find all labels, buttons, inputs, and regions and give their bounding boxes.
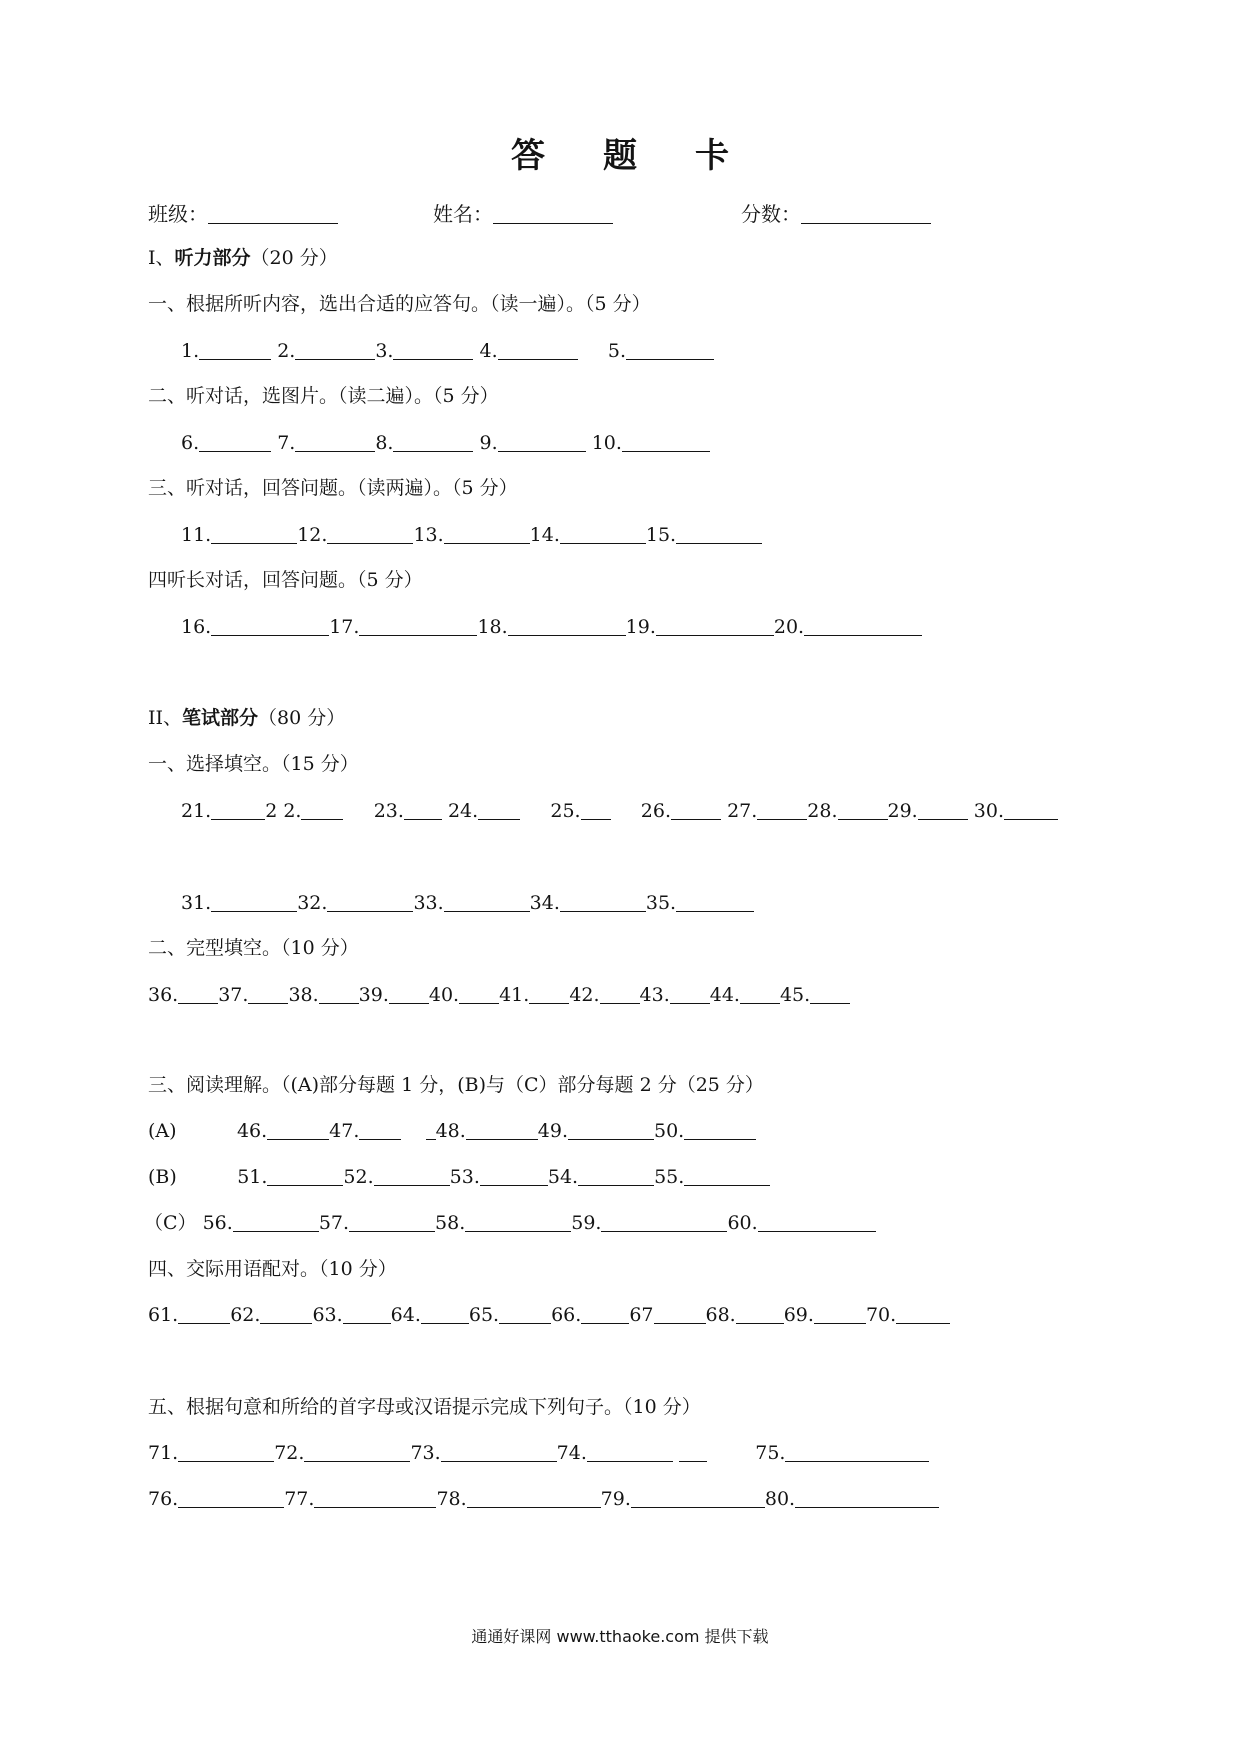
answer-label: 44.	[709, 984, 740, 1006]
answer-blank[interactable]	[581, 1305, 629, 1324]
answer-label: 18.	[477, 616, 508, 638]
answer-blank[interactable]	[581, 801, 611, 820]
writing-section-3: 三、阅读理解。（(A)部分每题 1 分，(B)与（C）部分每题 2 分（25 分）	[148, 1074, 764, 1096]
answer-blank[interactable]	[319, 985, 359, 1004]
answer-blank[interactable]	[466, 1121, 538, 1140]
answer-blank[interactable]	[267, 1167, 343, 1186]
answer-blank[interactable]	[814, 1305, 866, 1324]
answer-blank[interactable]	[295, 341, 375, 360]
answer-row-36-45	[148, 982, 850, 1008]
answer-row-56-60	[144, 1210, 876, 1236]
answer-blank[interactable]	[421, 1305, 469, 1324]
answer-label: 54.	[547, 1166, 579, 1188]
answer-blank[interactable]	[199, 433, 271, 452]
answer-blank[interactable]	[684, 1167, 770, 1186]
answer-blank[interactable]	[601, 1213, 727, 1232]
answer-blank[interactable]	[785, 1443, 929, 1462]
answer-blank[interactable]	[478, 801, 520, 820]
writing-heading-title: 笔试部分	[182, 707, 259, 729]
answer-label: 79.	[600, 1488, 631, 1510]
answer-label: 31.	[181, 892, 212, 914]
listening-section-1: 一、根据所听内容，选出合适的应答句。（读一遍）。（5 分）	[148, 293, 651, 315]
reading-part-a-label: (A)	[148, 1120, 177, 1142]
answer-label: 51.	[237, 1166, 268, 1188]
answer-label: 72.	[274, 1442, 305, 1464]
name-field	[433, 198, 613, 227]
answer-label: 8.	[375, 432, 394, 454]
answer-label: 71.	[148, 1442, 179, 1464]
answer-label: 23.	[373, 800, 404, 822]
answer-label: 7.	[277, 432, 296, 454]
answer-row-21-30	[181, 798, 1058, 824]
answer-blank[interactable]	[508, 617, 626, 636]
answer-label: 65.	[468, 1304, 500, 1326]
answer-blank[interactable]	[301, 801, 343, 820]
answer-blank[interactable]	[389, 985, 429, 1004]
answer-blank[interactable]	[600, 985, 640, 1004]
answer-blank[interactable]	[233, 1213, 319, 1232]
answer-blank[interactable]	[327, 893, 413, 912]
answer-blank[interactable]	[314, 1489, 436, 1508]
score-blank[interactable]	[801, 205, 931, 224]
answer-row-51-55	[148, 1164, 770, 1190]
answer-label: 46.	[236, 1120, 268, 1142]
name-blank[interactable]	[493, 205, 613, 224]
writing-section-2: 二、完型填空。（10 分）	[148, 937, 359, 959]
answer-label: 30.	[973, 800, 1004, 822]
answer-label: 55.	[654, 1166, 685, 1188]
answer-blank[interactable]	[441, 1443, 557, 1462]
answer-blank[interactable]	[426, 1121, 436, 1140]
answer-blank[interactable]	[529, 985, 569, 1004]
writing-section-5: 五、根据句意和所给的首字母或汉语提示完成下列句子。（10 分）	[148, 1396, 701, 1418]
answer-label: 16.	[181, 616, 212, 638]
answer-label: 73.	[410, 1442, 441, 1464]
class-blank[interactable]	[208, 205, 338, 224]
answer-label: 52.	[343, 1166, 374, 1188]
answer-blank[interactable]	[178, 1305, 230, 1324]
answer-blank[interactable]	[359, 617, 477, 636]
answer-label: 11.	[181, 524, 212, 546]
answer-blank[interactable]	[560, 893, 646, 912]
answer-row-11-15	[181, 522, 762, 548]
answer-label: 2 2.	[265, 800, 302, 822]
answer-blank[interactable]	[465, 1213, 571, 1232]
answer-blank[interactable]	[560, 525, 646, 544]
class-label: 班级：	[148, 202, 208, 226]
answer-label: 62.	[230, 1304, 261, 1326]
answer-label: 4.	[479, 340, 498, 362]
name-label: 姓名：	[433, 202, 493, 226]
answer-blank[interactable]	[327, 525, 413, 544]
answer-blank[interactable]	[374, 1167, 450, 1186]
answer-label: 1.	[181, 340, 200, 362]
answer-row-61-70	[148, 1302, 950, 1328]
listening-section-4: 四听长对话，回答问题。（5 分）	[148, 569, 423, 591]
footer-text: 通通好课网 www.tthaoke.com 提供下载	[471, 1627, 769, 1646]
answer-label: 27.	[727, 800, 758, 822]
answer-blank[interactable]	[684, 1121, 756, 1140]
answer-row-76-80	[148, 1486, 939, 1512]
answer-blank[interactable]	[654, 1305, 706, 1324]
answer-blank[interactable]	[393, 433, 473, 452]
answer-label: 80.	[764, 1488, 796, 1510]
page-title: 答题卡	[511, 136, 787, 176]
answer-label: 74.	[556, 1442, 587, 1464]
answer-blank[interactable]	[670, 985, 710, 1004]
answer-label: 19.	[625, 616, 656, 638]
answer-label: 50.	[654, 1120, 685, 1142]
answer-label: 15.	[645, 524, 677, 546]
answer-label: 24.	[447, 800, 479, 822]
answer-blank[interactable]	[467, 1489, 601, 1508]
answer-blank[interactable]	[178, 985, 218, 1004]
answer-blank[interactable]	[568, 1121, 654, 1140]
answer-label: 67	[629, 1304, 654, 1326]
answer-label: 2.	[277, 340, 296, 362]
answer-label: 32.	[297, 892, 328, 914]
answer-row-6-10	[181, 430, 710, 456]
answer-label: 70.	[865, 1304, 897, 1326]
listening-heading-title: 听力部分	[174, 247, 251, 269]
answer-label: 59.	[571, 1212, 602, 1234]
answer-label: 49.	[537, 1120, 568, 1142]
answer-blank[interactable]	[444, 525, 530, 544]
answer-blank[interactable]	[757, 801, 807, 820]
score-label: 分数：	[741, 202, 801, 226]
writing-heading-score: （80 分）	[258, 707, 346, 729]
answer-label: 42.	[569, 984, 600, 1006]
answer-label: 58.	[435, 1212, 466, 1234]
answer-label: 20.	[773, 616, 805, 638]
answer-label: 14.	[529, 524, 560, 546]
answer-row-1-5	[181, 338, 714, 364]
answer-blank[interactable]	[838, 801, 888, 820]
answer-label: 39.	[358, 984, 389, 1006]
writing-section-4: 四、交际用语配对。（10 分）	[148, 1258, 397, 1280]
answer-label: 63.	[312, 1304, 343, 1326]
listening-heading	[148, 245, 338, 271]
answer-label: 57.	[318, 1212, 350, 1234]
answer-label: 77.	[284, 1488, 315, 1510]
answer-label: 29.	[887, 800, 918, 822]
answer-row-46-50	[148, 1118, 756, 1144]
answer-label: 17.	[329, 616, 360, 638]
answer-label: 76.	[148, 1488, 179, 1510]
answer-label: 10.	[591, 432, 622, 454]
answer-blank[interactable]	[393, 341, 473, 360]
answer-label: 3.	[375, 340, 394, 362]
answer-label: 25.	[550, 800, 581, 822]
answer-label: 69.	[783, 1304, 814, 1326]
answer-blank[interactable]	[267, 1121, 329, 1140]
answer-blank[interactable]	[758, 1213, 876, 1232]
answer-label: 9.	[479, 432, 498, 454]
answer-blank[interactable]	[349, 1213, 435, 1232]
answer-blank[interactable]	[656, 617, 774, 636]
answer-blank[interactable]	[444, 893, 530, 912]
answer-label: 66.	[551, 1304, 582, 1326]
answer-blank[interactable]	[804, 617, 922, 636]
reading-part-c-label: （C）	[144, 1212, 197, 1234]
answer-blank[interactable]	[499, 1305, 551, 1324]
answer-label: 78.	[436, 1488, 467, 1510]
answer-blank[interactable]	[795, 1489, 939, 1508]
answer-blank[interactable]	[260, 1305, 312, 1324]
answer-blank[interactable]	[248, 985, 288, 1004]
answer-blank[interactable]	[622, 433, 710, 452]
answer-blank[interactable]	[211, 893, 297, 912]
answer-blank[interactable]	[810, 985, 850, 1004]
answer-row-31-35	[181, 890, 754, 916]
answer-blank[interactable]	[295, 433, 375, 452]
answer-blank[interactable]	[740, 985, 780, 1004]
answer-blank[interactable]	[578, 1167, 654, 1186]
answer-blank[interactable]	[676, 525, 762, 544]
answer-label: 56.	[202, 1212, 233, 1234]
answer-row-16-20	[181, 614, 922, 640]
answer-label: 53.	[449, 1166, 480, 1188]
answer-label: 68.	[705, 1304, 736, 1326]
answer-blank[interactable]	[498, 433, 586, 452]
score-field	[741, 198, 931, 227]
answer-blank[interactable]	[631, 1489, 765, 1508]
answer-row-71-75	[148, 1440, 929, 1466]
answer-blank[interactable]	[211, 617, 329, 636]
answer-blank[interactable]	[1004, 801, 1058, 820]
writing-heading-num: II、	[148, 707, 183, 729]
answer-blank[interactable]	[896, 1305, 950, 1324]
answer-blank[interactable]	[211, 525, 297, 544]
answer-blank[interactable]	[587, 1443, 673, 1462]
answer-label: 40.	[428, 984, 460, 1006]
answer-label: 41.	[499, 984, 530, 1006]
answer-label: 26.	[640, 800, 672, 822]
answer-label: 37.	[218, 984, 249, 1006]
answer-blank[interactable]	[343, 1305, 391, 1324]
answer-blank[interactable]	[178, 1489, 284, 1508]
listening-heading-score: （20 分）	[250, 247, 338, 269]
answer-blank[interactable]	[626, 341, 714, 360]
answer-label: 12.	[297, 524, 328, 546]
listening-section-2: 二、听对话，选图片。（读二遍）。（5 分）	[148, 385, 499, 407]
answer-label: 34.	[529, 892, 560, 914]
answer-label: 43.	[639, 984, 670, 1006]
class-field	[148, 198, 338, 227]
answer-label: 6.	[181, 432, 200, 454]
answer-blank[interactable]	[676, 893, 754, 912]
listening-heading-num: I、	[148, 247, 175, 269]
answer-blank[interactable]	[679, 1443, 707, 1462]
answer-label: 61.	[148, 1304, 179, 1326]
answer-blank[interactable]	[498, 341, 578, 360]
answer-label: 13.	[413, 524, 444, 546]
answer-blank[interactable]	[199, 341, 271, 360]
answer-label: 36.	[148, 984, 179, 1006]
answer-label: 35.	[645, 892, 677, 914]
answer-label: 60.	[727, 1212, 758, 1234]
answer-blank[interactable]	[304, 1443, 410, 1462]
answer-label: 75.	[755, 1442, 786, 1464]
answer-blank[interactable]	[736, 1305, 784, 1324]
answer-label: 47.	[329, 1120, 360, 1142]
answer-label: 28.	[807, 800, 838, 822]
answer-blank[interactable]	[404, 801, 442, 820]
answer-blank[interactable]	[178, 1443, 274, 1462]
answer-blank[interactable]	[211, 801, 265, 820]
answer-label: 33.	[413, 892, 444, 914]
answer-blank[interactable]	[359, 1121, 401, 1140]
answer-label: 38.	[288, 984, 319, 1006]
listening-section-3: 三、听对话，回答问题。（读两遍）。（5 分）	[148, 477, 518, 499]
answer-label: 48.	[435, 1120, 466, 1142]
answer-blank[interactable]	[480, 1167, 548, 1186]
answer-label: 5.	[607, 340, 626, 362]
writing-heading	[148, 705, 345, 731]
answer-label: 64.	[390, 1304, 421, 1326]
answer-label: 21.	[181, 800, 212, 822]
answer-blank[interactable]	[671, 801, 721, 820]
answer-blank[interactable]	[918, 801, 968, 820]
answer-blank[interactable]	[459, 985, 499, 1004]
reading-part-b-label: (B)	[148, 1166, 177, 1188]
writing-section-1: 一、选择填空。（15 分）	[148, 753, 359, 775]
answer-label: 45.	[779, 984, 811, 1006]
